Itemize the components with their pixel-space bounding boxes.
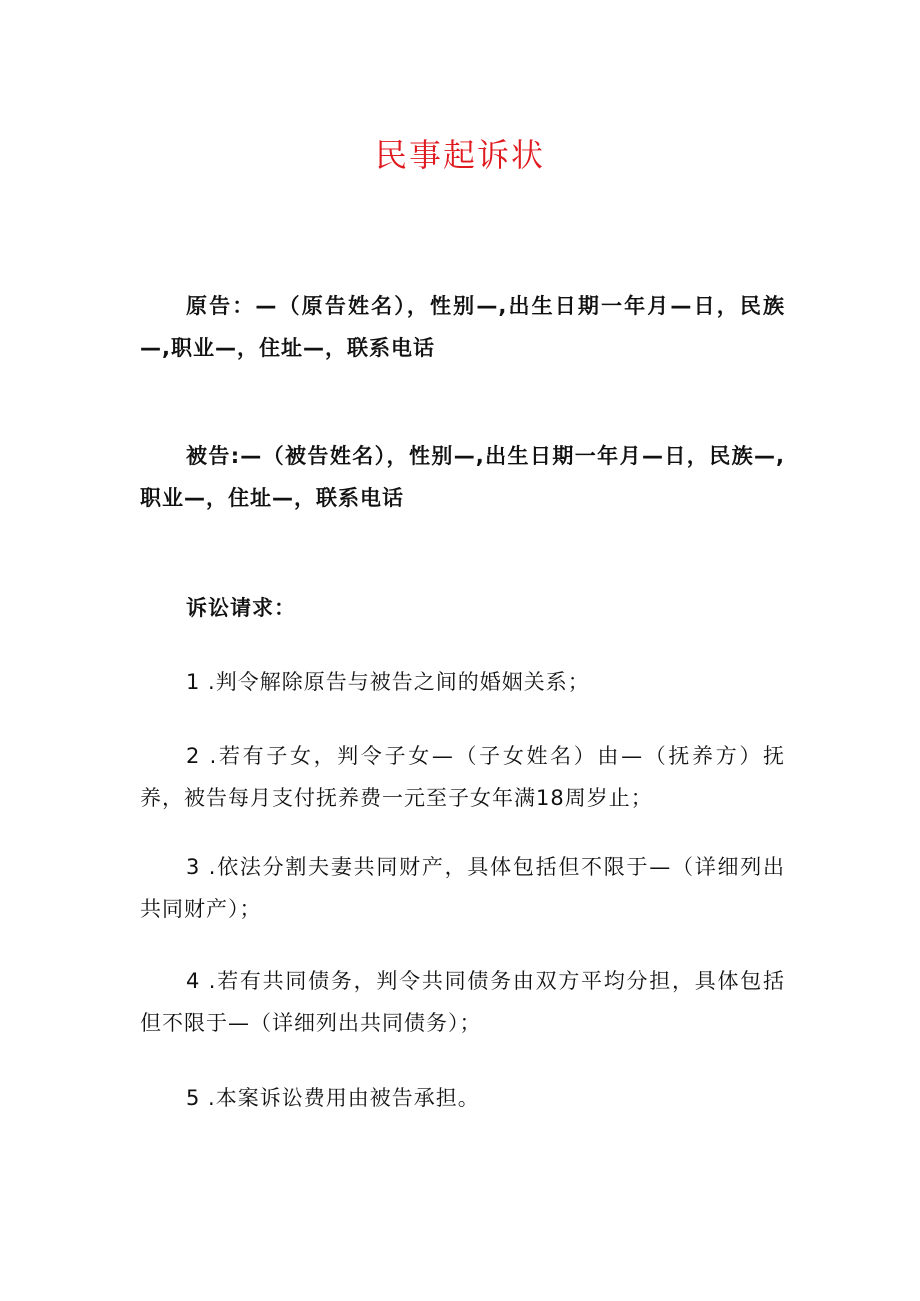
document-title: 民事起诉状 [374, 136, 545, 174]
claim-item-1: 1 .判令解除原告与被告之间的婚姻关系； [186, 670, 590, 694]
claim-item-3: 3 .依法分割夫妻共同财产，具体包括但不限于—（详细列出共同财产）； [140, 855, 785, 921]
claim-item-5: 5 .本案诉讼费用由被告承担。 [186, 1086, 480, 1110]
claim-item-4: 4 .若有共同债务，判令共同债务由双方平均分担，具体包括但不限于—（详细列出共同债务）； [140, 969, 785, 1035]
claims-heading: 诉讼请求： [186, 596, 296, 620]
claim-item-2: 2 .若有子女，判令子女—（子女姓名）由—（抚养方）抚养，被告每月支付抚养费一元至子女年满18周岁止； [140, 744, 785, 810]
plaintiff-info: 原告：—（原告姓名），性别—,出生日期一年月—日，民族—,职业—，住址—，联系电话 [140, 294, 785, 360]
defendant-info: 被告:—（被告姓名），性别—,出生日期一年月—日，民族—,职业—，住址—，联系电话 [140, 444, 785, 510]
